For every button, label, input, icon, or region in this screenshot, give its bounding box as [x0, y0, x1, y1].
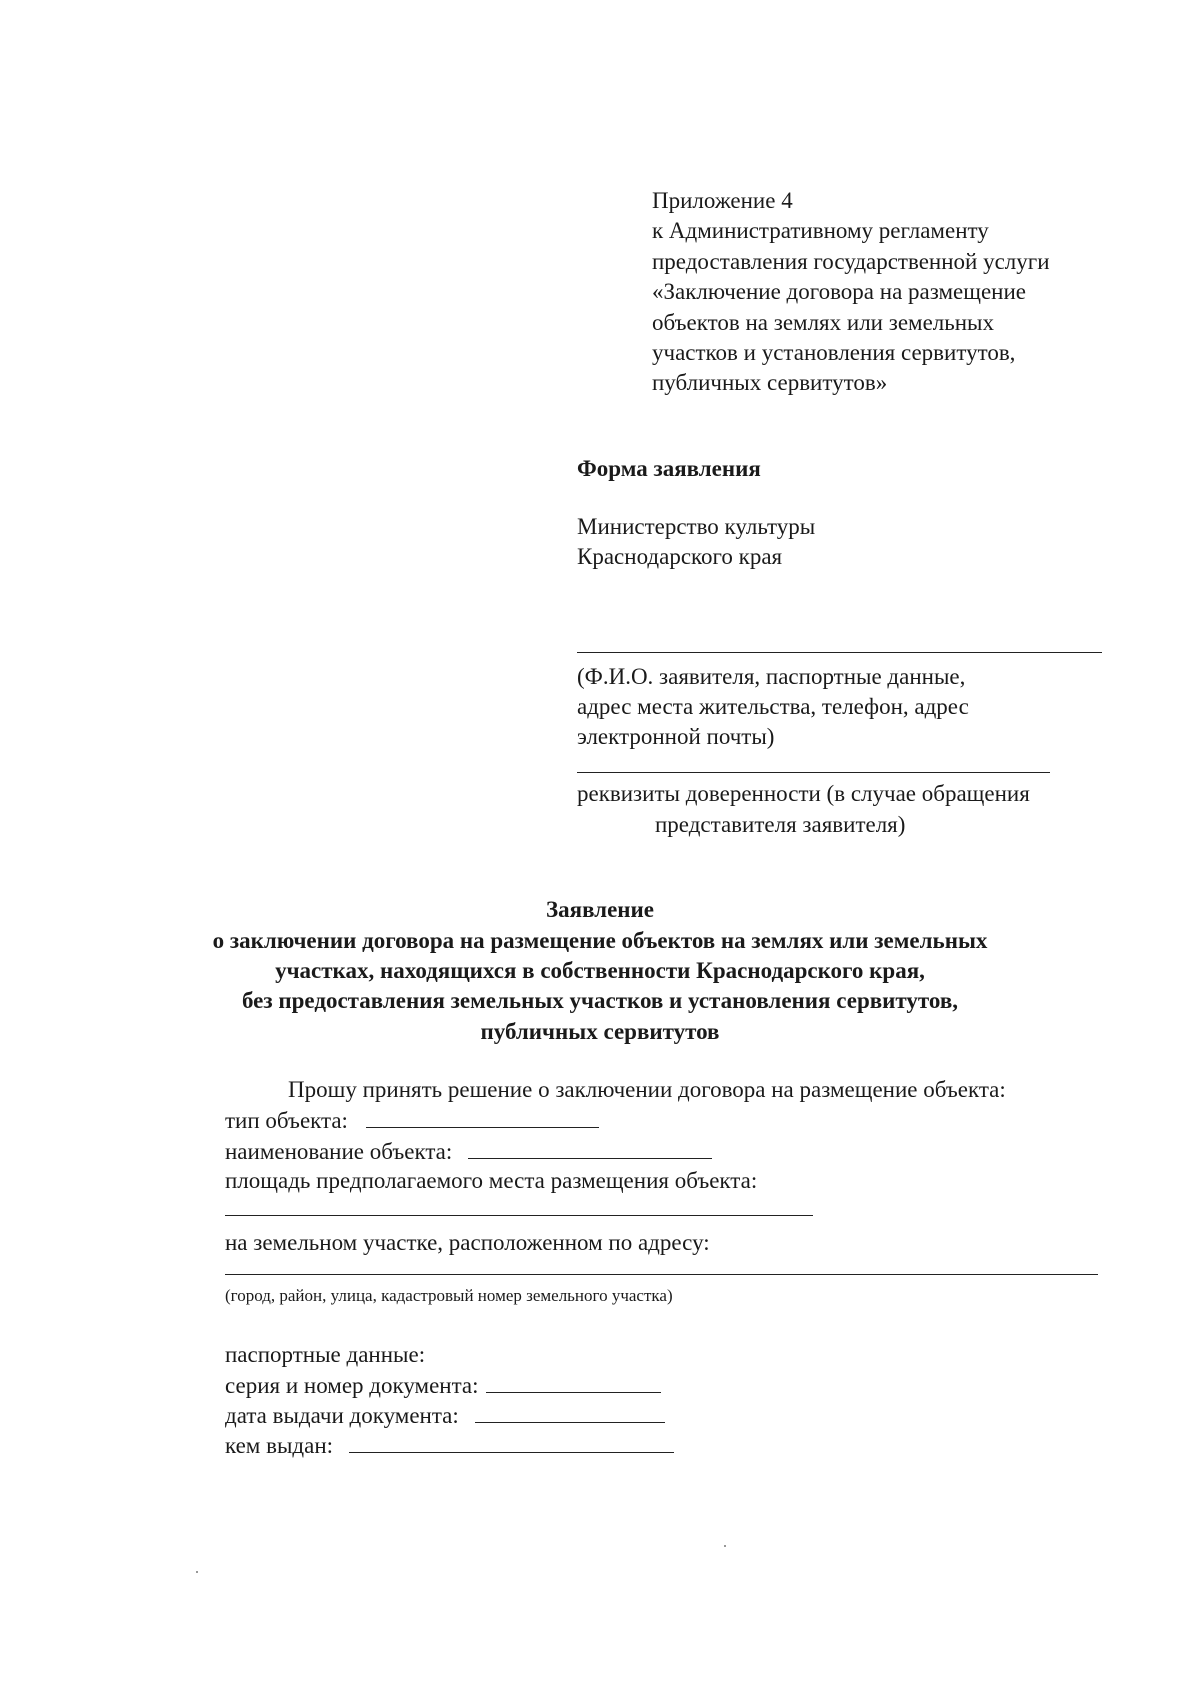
- appendix-line: «Заключение договора на размещение: [652, 279, 1027, 304]
- proxy-caption-line: реквизиты доверенности (в случае обращения: [577, 781, 1030, 806]
- statement-subtitle-line: без предоставления земельных участков и установления сервитутов,: [241, 988, 958, 1013]
- series-number-row: [225, 1370, 661, 1401]
- scan-speck: [196, 1571, 198, 1573]
- address-caption: (город, район, улица, кадастровый номер земельного участка): [225, 1286, 673, 1305]
- applicant-blank-line[interactable]: [577, 652, 1102, 653]
- proxy-blank-line[interactable]: [577, 772, 1050, 773]
- issue-date-row: [225, 1400, 665, 1431]
- object-name-label: наименование объекта:: [225, 1139, 453, 1164]
- appendix-line: Приложение 4: [652, 188, 793, 213]
- plot-label: на земельном участке, расположенном по адресу:: [225, 1230, 710, 1255]
- applicant-caption-line: адрес места жительства, телефон, адрес: [577, 694, 969, 719]
- appendix-line: объектов на землях или земельных: [652, 310, 995, 335]
- addressee-line: Краснодарского края: [577, 544, 783, 569]
- statement-title: Заявление: [545, 897, 655, 922]
- issued-by-row: [225, 1430, 674, 1461]
- statement-subtitle-line: публичных сервитутов: [480, 1019, 720, 1044]
- addressee-line: Министерство культуры: [577, 514, 816, 539]
- appendix-line: предоставления государственной услуги: [652, 249, 1050, 274]
- object-name-row: [225, 1136, 712, 1167]
- object-type-label: тип объекта:: [225, 1108, 348, 1133]
- area-label: площадь предполагаемого места размещения объекта:: [225, 1168, 758, 1193]
- applicant-caption-line: (Ф.И.О. заявителя, паспортные данные,: [577, 664, 966, 689]
- issue-date-label: дата выдачи документа:: [225, 1403, 459, 1428]
- proxy-caption-line: представителя заявителя): [655, 812, 906, 837]
- form-title: Форма заявления: [577, 456, 761, 481]
- issued-by-field[interactable]: [349, 1430, 674, 1453]
- scan-speck: [724, 1545, 726, 1547]
- series-number-field[interactable]: [486, 1370, 661, 1393]
- statement-subtitle-line: участках, находящихся в собственности Краснодарского края,: [275, 958, 925, 983]
- appendix-line: к Административному регламенту: [652, 218, 989, 243]
- issue-date-field[interactable]: [475, 1400, 665, 1423]
- appendix-line: публичных сервитутов»: [652, 370, 888, 395]
- request-text: Прошу принять решение о заключении договора на размещение объекта:: [288, 1077, 1006, 1102]
- applicant-caption-line: электронной почты): [577, 724, 775, 749]
- object-type-field[interactable]: [366, 1105, 599, 1128]
- object-name-field[interactable]: [468, 1136, 712, 1159]
- series-number-label: серия и номер документа:: [225, 1373, 479, 1398]
- object-type-row: [225, 1105, 599, 1136]
- appendix-line: участков и установления сервитутов,: [652, 340, 1016, 365]
- plot-address-field[interactable]: [225, 1274, 1098, 1275]
- area-field[interactable]: [225, 1215, 813, 1216]
- statement-subtitle-line: о заключении договора на размещение объектов на землях или земельных: [212, 928, 988, 953]
- issued-by-label: кем выдан:: [225, 1433, 334, 1458]
- passport-heading: паспортные данные:: [225, 1342, 426, 1367]
